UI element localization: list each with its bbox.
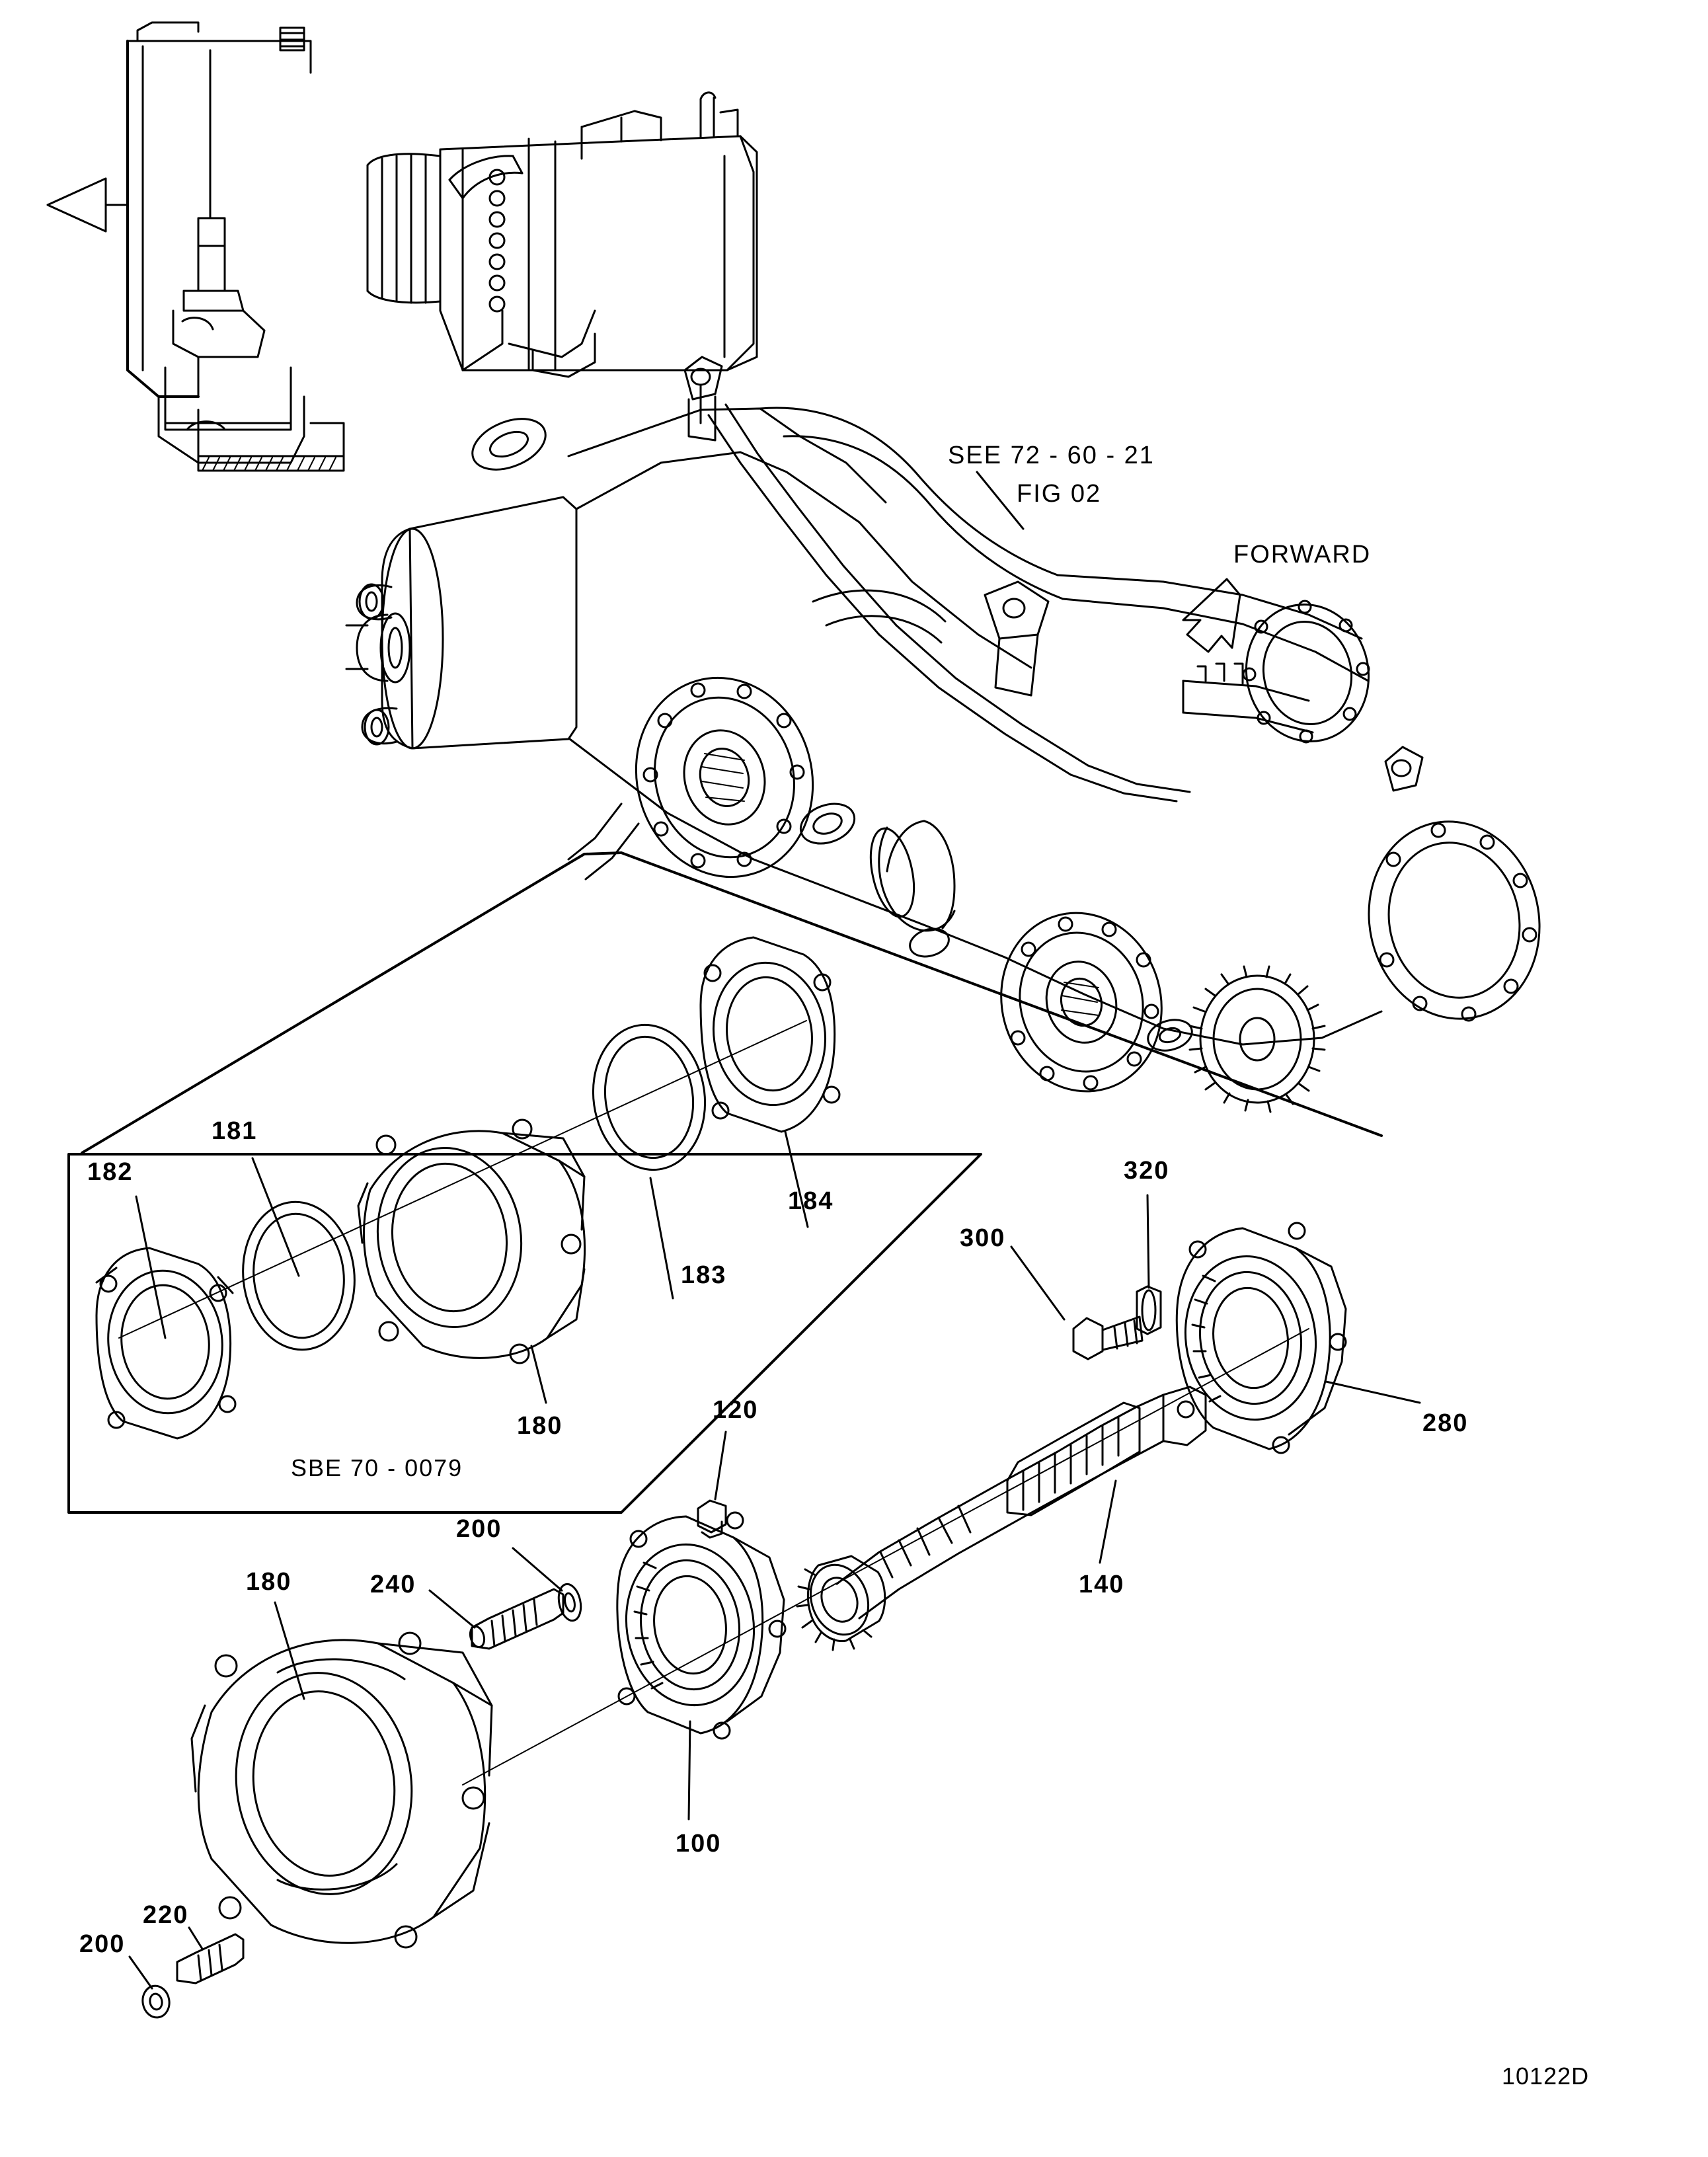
callout-200-mid: 200 <box>456 1515 502 1543</box>
callout-183: 183 <box>681 1261 727 1289</box>
gearbox-right-flange <box>1351 806 1558 1035</box>
forward-label: FORWARD <box>1233 541 1372 569</box>
reference-note-line1: SEE 72 - 60 - 21 <box>948 442 1155 469</box>
callout-240: 240 <box>370 1571 416 1598</box>
callout-220: 220 <box>143 1901 189 1929</box>
part-184-flange <box>701 937 839 1132</box>
callout-280: 280 <box>1422 1409 1469 1437</box>
callout-180-inset: 180 <box>517 1412 563 1440</box>
gearbox-top-left-pad <box>465 409 553 480</box>
gearbox-mid-cover <box>980 894 1183 1111</box>
part-280-bearing-carrier <box>1175 1223 1346 1453</box>
part-100-bearing <box>616 1512 785 1739</box>
accessory-gearbox-assembly <box>346 357 1557 1112</box>
callout-180-lower: 180 <box>246 1568 292 1596</box>
callout-181: 181 <box>212 1117 258 1145</box>
callout-300: 300 <box>960 1224 1006 1252</box>
part-140-shaft <box>797 1387 1206 1650</box>
inset-components <box>97 937 839 1438</box>
callout-200-lower: 200 <box>79 1930 126 1958</box>
gearbox-center-bore <box>864 821 954 931</box>
callout-320: 320 <box>1124 1157 1170 1185</box>
part-300-bolt <box>1073 1317 1142 1359</box>
part-240-stud <box>468 1589 563 1649</box>
part-180-housing-lower <box>192 1633 492 1947</box>
locator-engine-view <box>48 22 757 471</box>
callout-140: 140 <box>1079 1571 1125 1598</box>
lower-left-group <box>140 1633 492 2020</box>
part-180-housing-inset <box>358 1120 585 1363</box>
part-182-cover <box>97 1248 235 1438</box>
part-200-washer-lower <box>140 1984 172 2020</box>
lower-center-group <box>468 1501 785 1739</box>
right-mid-group <box>463 1223 1346 1785</box>
callout-120: 120 <box>713 1396 759 1424</box>
gearbox-upper-right-pad <box>1233 593 1381 753</box>
callout-182: 182 <box>87 1158 134 1186</box>
callout-100: 100 <box>676 1830 722 1858</box>
part-220-stud <box>177 1934 243 1983</box>
callout-184: 184 <box>788 1187 834 1215</box>
reference-note-line2: FIG 02 <box>1017 480 1102 508</box>
figure-id: 10122D <box>1502 2062 1590 2090</box>
inset-label: SBE 70 - 0079 <box>291 1454 463 1481</box>
